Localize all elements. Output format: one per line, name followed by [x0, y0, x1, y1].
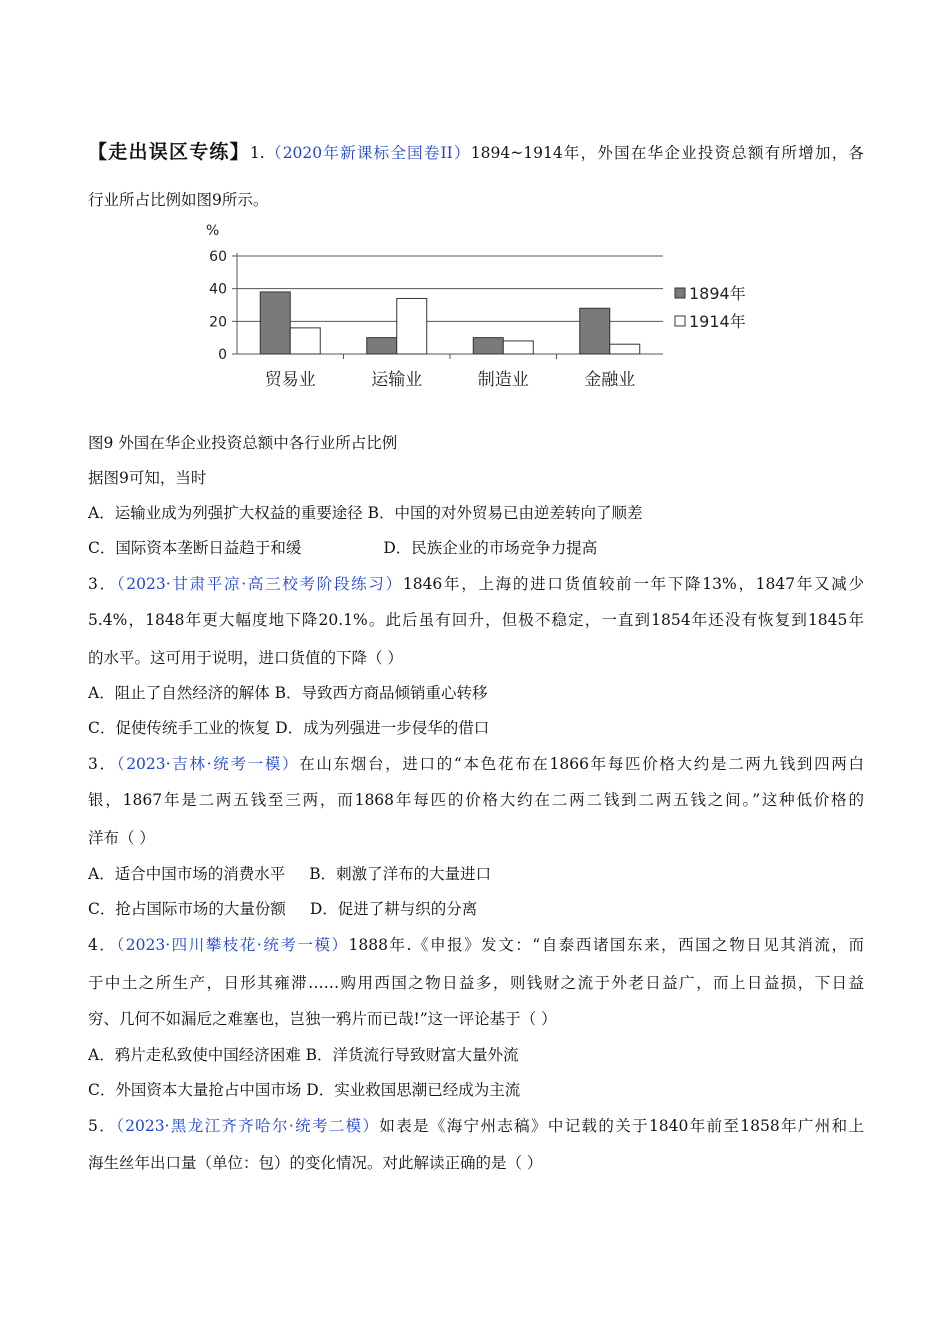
q5-line-1 — [88, 1116, 864, 1136]
q3b-option-b[interactable]: B．刺激了洋布的大量进口 — [309, 865, 492, 883]
q1-option-b[interactable]: B．中国的对外贸易已由逆差转向了顺差 — [367, 504, 643, 522]
y-tick-label: 40 — [209, 281, 227, 298]
figure-caption: 图9 外国在华企业投资总额中各行业所占比例 — [88, 434, 398, 452]
q3b-stem-2: 银，1867年是二两五钱至三两，而1868年每匹的价格大约在二两二钱到二两五钱之间。”这种低价格的 — [88, 791, 864, 809]
legend-label: 1894年 — [689, 284, 746, 303]
q3b-stem-3: 洋布（ ） — [88, 829, 155, 847]
q4-options-cd[interactable]: C．外国资本大量抢占中国市场 D．实业救国思潮已经成为主流 — [88, 1081, 521, 1099]
bar-layer — [260, 292, 640, 354]
y-tick-label: 60 — [209, 249, 227, 265]
y-tick-label: 0 — [218, 347, 227, 363]
q3a-stem-2: 5.4%，1848年更大幅度地下降20.1%。此后虽有回升，但极不稳定，一直到1854年还没有恢复到1845年 — [88, 611, 864, 629]
q1-option-a[interactable]: A．运输业成为列强扩大权益的重要途径 — [88, 504, 363, 522]
q3a-source: （2023·甘肃平凉·高三校考阶段练习） — [116, 575, 403, 593]
q4-number: 4． — [88, 936, 117, 954]
bar-1914年-运输业 — [397, 298, 427, 354]
q1-options-ab — [88, 503, 864, 523]
q3b-stem-1: 在山东烟台，进口的“本色花布在1866年每匹价格大约是二两九钱到四两白 — [299, 755, 864, 773]
y-tick-label: 20 — [209, 314, 227, 331]
bar-1894年-贸易业 — [260, 292, 290, 354]
category-label: 金融业 — [584, 370, 636, 390]
q4-stem-2: 于中土之所生产，日形其雍滞……购用西国之物日益多，则钱财之流于外老日益广，而上日益损，下日益 — [88, 974, 864, 992]
q3a-options-ab[interactable]: A．阻止了自然经济的解体 B．导致西方商品倾销重心转移 — [88, 684, 488, 702]
q5-number: 5． — [88, 1117, 117, 1135]
bar-chart — [195, 215, 755, 395]
q1-number: 1. — [249, 144, 265, 162]
q3b-source: （2023·吉林·统考一模） — [116, 755, 300, 773]
bar-1894年-金融业 — [580, 308, 610, 354]
q3b-option-c[interactable]: C．抢占国际市场的大量份额 — [88, 900, 286, 918]
bar-1894年-运输业 — [367, 338, 397, 354]
q3a-line-1 — [88, 574, 864, 594]
legend — [675, 284, 746, 331]
y-axis-label: % — [206, 223, 220, 239]
q4-source: （2023·四川攀枝花·统考一模） — [116, 936, 349, 954]
y-tick-layer — [209, 249, 237, 363]
q3a-number: 3． — [88, 575, 117, 593]
section-heading: 【走出误区专练】 — [88, 141, 250, 163]
bar-1914年-制造业 — [503, 341, 533, 354]
q3b-option-a[interactable]: A．适合中国市场的消费水平 — [88, 865, 286, 883]
q1-option-d[interactable]: D．民族企业的市场竞争力提高 — [383, 539, 598, 557]
q1-source: （2020年新课标全国卷II） — [264, 144, 471, 162]
q1-lead: 据图9可知，当时 — [88, 469, 207, 487]
q3b-line-1 — [88, 754, 864, 774]
q3b-options-ab — [88, 864, 864, 884]
bar-1914年-金融业 — [610, 344, 640, 354]
q3b-options-cd — [88, 899, 864, 919]
q3a-stem-3: 的水平。这可用于说明，进口货值的下降（ ） — [88, 649, 403, 667]
q3b-number: 3． — [88, 755, 117, 773]
category-label-layer — [265, 354, 636, 390]
q1-stem-1: 1894~1914年，外国在华企业投资总额有所增加，各 — [470, 144, 864, 162]
bar-1894年-制造业 — [473, 338, 503, 354]
q4-stem-3: 穷、几何不如漏卮之难塞也，岂独一鸦片而已哉!”这一评论基于（ ） — [88, 1010, 557, 1028]
legend-label: 1914年 — [689, 312, 746, 331]
bar-1914年-贸易业 — [290, 328, 320, 354]
category-label: 贸易业 — [264, 370, 316, 390]
legend-swatch — [675, 316, 685, 326]
q4-stem-1: 1888年.《申报》发文：“自泰西诸国东来，西国之物日见其消流，而 — [348, 936, 864, 954]
q1-option-c[interactable]: C．国际资本垄断日益趋于和缓 — [88, 539, 302, 557]
q3a-stem-1: 1846年，上海的进口货值较前一年下降13%，1847年又减少 — [402, 575, 864, 593]
q4-line-1 — [88, 935, 864, 955]
q5-stem-1: 如表是《海宁州志稿》中记载的关于1840年前至1858年广州和上 — [379, 1117, 864, 1135]
q1-options-cd — [88, 538, 864, 558]
q4-options-ab[interactable]: A．鸦片走私致使中国经济困难 B．洋货流行导致财富大量外流 — [88, 1046, 519, 1064]
q3b-option-d[interactable]: D．促进了耕与织的分离 — [309, 900, 478, 918]
category-label: 运输业 — [371, 370, 423, 390]
q1-line-1 — [88, 142, 864, 163]
q1-stem-2: 行业所占比例如图9所示。 — [88, 191, 269, 209]
category-label: 制造业 — [477, 370, 529, 390]
legend-swatch — [675, 288, 685, 298]
q5-source: （2023·黑龙江齐齐哈尔·统考二模） — [116, 1117, 380, 1135]
q3a-options-cd[interactable]: C．促使传统手工业的恢复 D．成为列强进一步侵华的借口 — [88, 719, 490, 737]
q5-stem-2: 海生丝年出口量（单位：包）的变化情况。对此解读正确的是（ ） — [88, 1154, 543, 1172]
